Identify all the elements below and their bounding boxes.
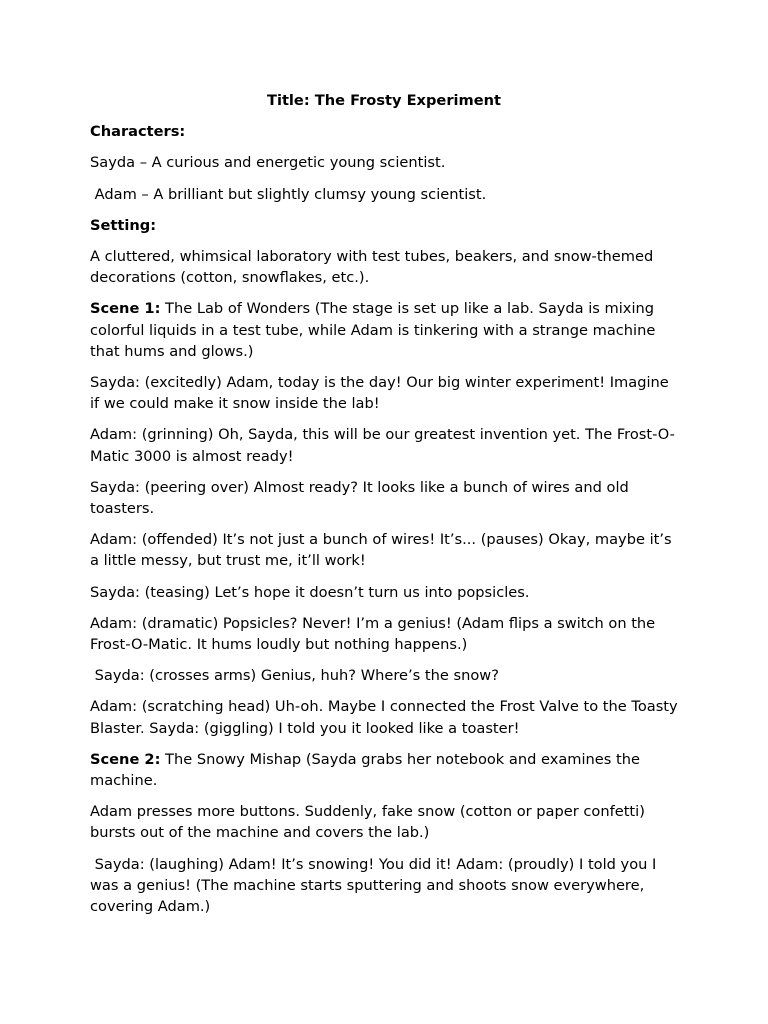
dialogue-line: Adam: (dramatic) Popsicles? Never! I’m a genius! (Adam flips a switch on the Frost-O-Matic. It hums loudly but nothing happens.) [90,614,656,654]
dialogue-line: Sayda: (teasing) Let’s hope it doesn’t turn us into popsicles. [90,583,530,601]
scene-2-label: Scene 2: [90,750,161,768]
dialogue-line: Adam presses more buttons. Suddenly, fake snow (cotton or paper confetti) bursts out of the machine and covers the lab.) [90,803,645,842]
setting-heading: Setting: [90,216,157,234]
dialogue-line: Adam: (offended) It’s not just a bunch of wires! It’s... (pauses) Okay, maybe it’s a little messy, but trust me, it’ll work! [90,531,672,570]
setting-text: A cluttered, whimsical laboratory with test tubes, beakers, and snow-themed decorations (cotton, snowflakes, etc.). [90,248,654,287]
page-title: Title: The Frosty Experiment [267,92,501,109]
scene-2-paragraph [90,749,682,791]
dialogue-line: Adam: (grinning) Oh, Sayda, this will be our greatest invention yet. The Frost-O-Matic 3000 is almost ready! [90,426,675,465]
dialogue-line: Sayda: (crosses arms) Genius, huh? Where’s the snow? [90,667,499,685]
character-adam: Adam – A brilliant but slightly clumsy young scientist. [90,185,487,203]
dialogue-line: Sayda: (peering over) Almost ready? It looks like a bunch of wires and old toasters. [90,478,629,518]
dialogue-line: Sayda: (laughing) Adam! It’s snowing! You did it! Adam: (proudly) I told you I was a genius! (The machine starts sputtering and shoots snow everywhere, covering Adam.) [90,855,661,916]
scene-1-text: The Lab of Wonders (The stage is set up like a lab. Sayda is mixing colorful liquids in a test tube, while Adam is tinkering with a strange machine that hums and glows.) [90,300,656,360]
document-body [90,90,682,927]
scene-1-label: Scene 1: [90,300,161,318]
dialogue-line: Sayda: (excitedly) Adam, today is the day! Our big winter experiment! Imagine if we could make it snow inside the lab! [90,374,669,413]
character-sayda: Sayda – A curious and energetic young scientist. [90,154,446,172]
characters-heading: Characters: [90,123,186,141]
scene-2-text: The Snowy Mishap (Sayda grabs her notebook and examines the machine. [90,750,640,790]
scene-1-paragraph [90,298,682,362]
dialogue-line: Adam: (scratching head) Uh-oh. Maybe I connected the Frost Valve to the Toasty Blaster. Sayda: (giggling) I told you it looked like a toaster! [90,698,678,737]
